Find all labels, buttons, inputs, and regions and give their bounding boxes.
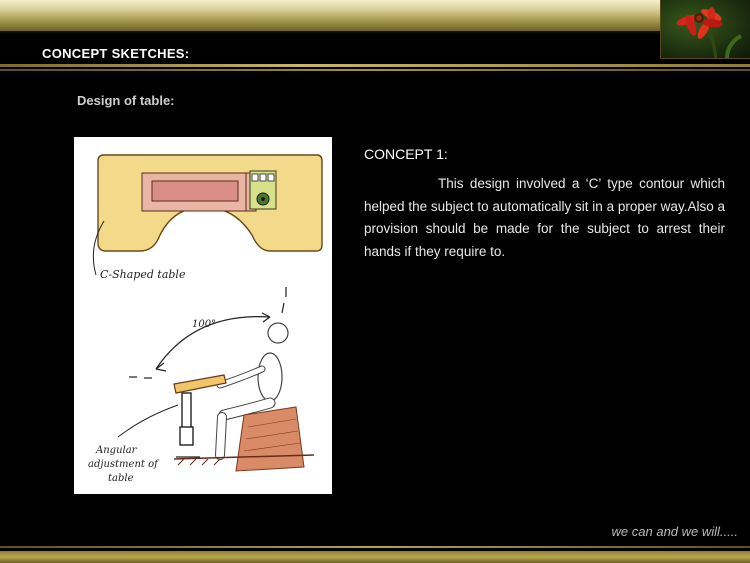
tilted-table-top xyxy=(174,375,226,393)
header-shadow-line xyxy=(0,31,750,34)
header-gold-band xyxy=(0,0,750,31)
angle-label: 100° xyxy=(192,319,217,330)
adjust-label-line-2: adjustment of xyxy=(88,459,158,470)
adjust-label-line-1: Angular xyxy=(96,445,137,456)
figure-head xyxy=(268,323,288,343)
title-underline-rule-secondary xyxy=(0,69,750,71)
slide-subtitle: Design of table: xyxy=(77,93,175,108)
footer-tagline: we can and we will..... xyxy=(611,524,738,539)
concept-description: This design involved a ‘C’ type contour which helped the subject to automatically sit in a proper way.Also a provision should be made for the subject to arrest their hands if they require to. xyxy=(364,176,725,260)
footer-gold-band xyxy=(0,551,750,563)
concept-heading: CONCEPT 1: xyxy=(364,146,448,162)
title-underline-rule xyxy=(0,64,750,67)
concept-sketch-image xyxy=(74,137,332,494)
footer-rule xyxy=(0,546,750,548)
title-row xyxy=(0,40,750,64)
slide-title: CONCEPT SKETCHES: xyxy=(42,46,190,61)
table-tray-slot xyxy=(152,181,238,201)
table-sketch-drawing xyxy=(74,137,332,494)
c-shaped-table-label: C-Shaped table xyxy=(100,268,186,281)
figure-torso xyxy=(258,353,282,401)
adjust-label-line-3: table xyxy=(108,473,134,484)
